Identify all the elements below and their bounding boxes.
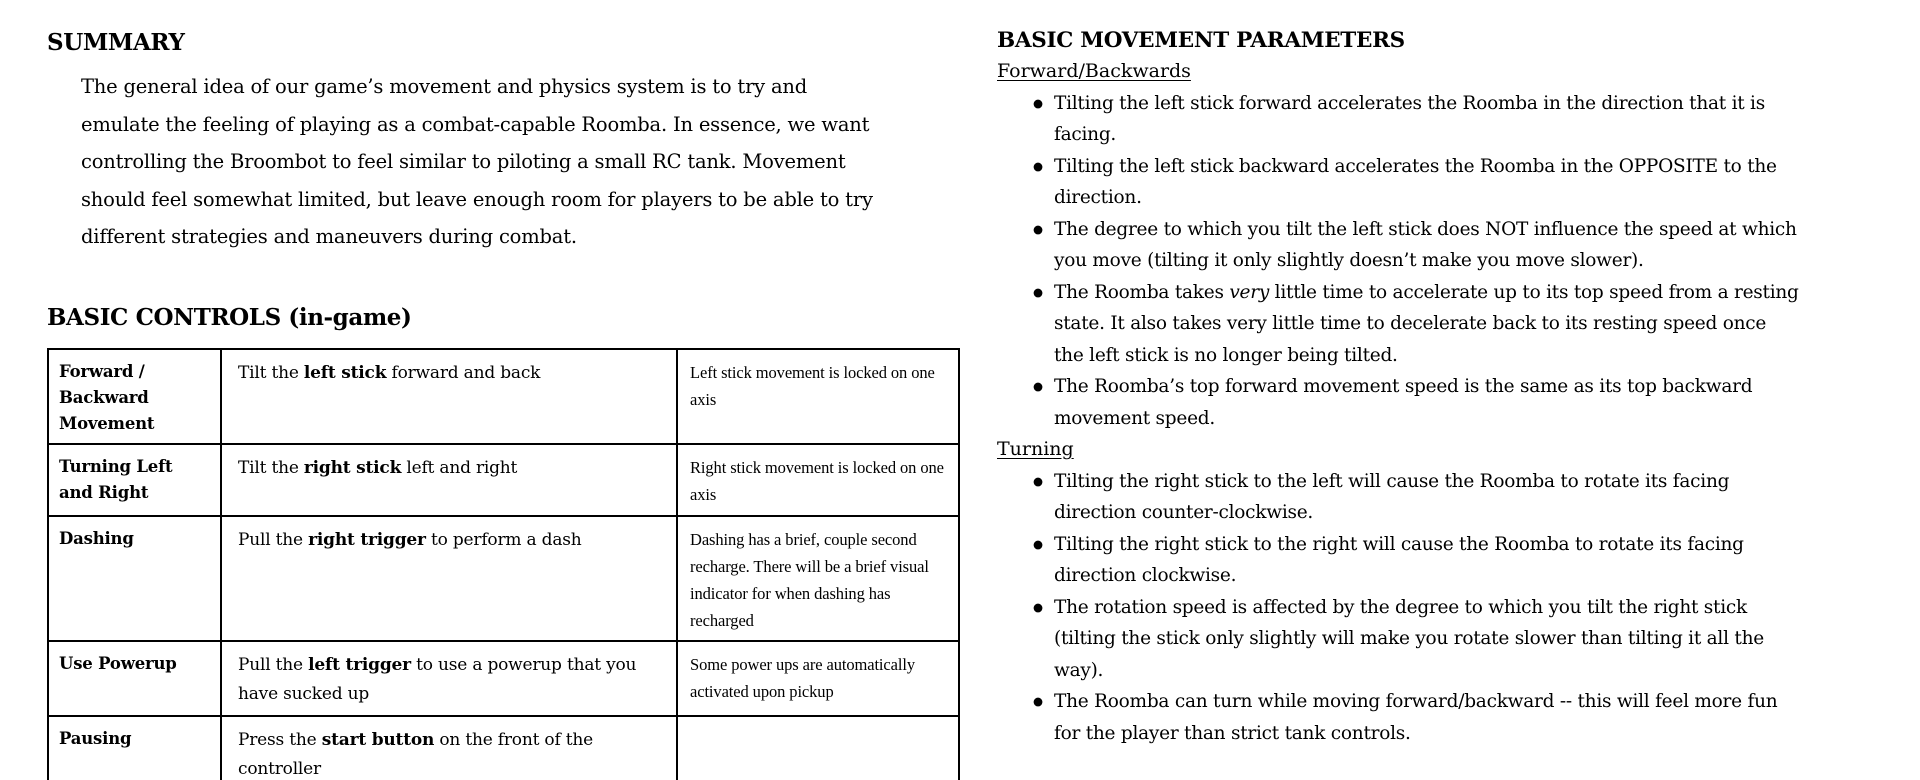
bullet-item: [997, 371, 1799, 434]
movement-subheading: Forward/Backwards: [997, 60, 1191, 82]
movement-parameters-sections: [997, 56, 1847, 749]
table-row: [48, 349, 959, 444]
action-cell: Use Powerup: [48, 641, 221, 716]
input-text-pre: Tilt the: [238, 362, 304, 383]
table-row: [48, 641, 959, 716]
bullet-icon: ●: [1033, 158, 1043, 173]
table-row: [48, 716, 959, 780]
notes-cell: Right stick movement is locked on one axis: [677, 444, 959, 516]
bullet-list: [997, 88, 1844, 435]
bullet-icon: ●: [1033, 599, 1043, 614]
bullet-text-italic: very: [1229, 281, 1270, 303]
input-cell: [221, 516, 677, 641]
bullet-text: Tilting the right stick to the left will cause the Roomba to rotate its facing direction counter-clockwise.: [1054, 470, 1730, 523]
bullet-icon: ●: [1033, 694, 1043, 708]
input-text-pre: Pull the: [238, 654, 309, 675]
bullet-icon: ●: [1033, 536, 1043, 551]
action-cell: Dashing: [48, 516, 221, 641]
bullet-text-pre: The Roomba takes: [1054, 281, 1230, 303]
bullet-item: [997, 88, 1799, 151]
bullet-text: Tilting the right stick to the right will cause the Roomba to rotate its facing direction clockwise.: [1054, 533, 1744, 586]
bullet-item: [997, 466, 1799, 529]
bullet-item: [997, 529, 1799, 592]
bullet-icon: ●: [1033, 95, 1043, 110]
bullet-text: The degree to which you tilt the left stick does NOT influence the speed at which you move (tilting it only slightly doesn’t make you move slower).: [1054, 218, 1797, 271]
action-cell: Pausing: [48, 716, 221, 780]
bullet-text: The Roomba’s top forward movement speed is the same as its top backward movement speed.: [1054, 376, 1753, 429]
bullet-item: [997, 277, 1799, 372]
bullet-icon: ●: [1033, 284, 1043, 299]
input-text-pre: Tilt the: [238, 457, 304, 478]
summary-paragraph: The general idea of our game’s movement and physics system is to try and emulate the feeling of playing as a combat-capable Roomba. In essence, we want controlling the Broombot to feel similar to piloting a small RC tank. Movement should feel somewhat limited, but leave enough room for players to be able to try different strategies and maneuvers during combat.: [81, 75, 873, 248]
input-key-bold: start button: [321, 729, 435, 750]
notes-cell: Some power ups are automatically activated upon pickup: [677, 641, 959, 716]
input-text-post: left and right: [401, 457, 518, 478]
input-cell: [221, 444, 677, 516]
right-column: [997, 25, 1847, 749]
notes-cell: Dashing has a brief, couple second recharge. There will be a brief visual indicator for when dashing has recharged: [677, 516, 959, 641]
input-text-post: to perform a dash: [425, 529, 582, 550]
bullet-list: [997, 466, 1844, 750]
input-key-bold: left stick: [303, 362, 387, 383]
bullet-icon: ●: [1033, 473, 1043, 488]
bullet-text: The rotation speed is affected by the degree to which you tilt the right stick (tilting the stick only slightly will make you rotate slower than tilting it all the way).: [1054, 596, 1764, 681]
input-cell: [221, 349, 677, 444]
input-text-pre: Press the: [238, 729, 322, 750]
input-cell: [221, 641, 677, 716]
bullet-item: [997, 592, 1799, 687]
input-text-post: forward and back: [386, 362, 541, 383]
bullet-icon: ●: [1033, 221, 1043, 236]
input-key-bold: right trigger: [308, 529, 426, 550]
left-column: [47, 28, 977, 780]
movement-subheading: Turning: [997, 438, 1074, 460]
bullet-icon: ●: [1033, 379, 1043, 393]
summary-heading: SUMMARY: [47, 29, 185, 56]
input-text-pre: Pull the: [238, 529, 309, 550]
table-row: [48, 516, 959, 641]
bullet-text: Tilting the left stick backward accelerates the Roomba in the OPPOSITE to the direction.: [1054, 155, 1777, 208]
bullet-item: [997, 214, 1799, 277]
basic-controls-heading: BASIC CONTROLS (in-game): [47, 303, 412, 331]
input-key-bold: left trigger: [308, 654, 411, 675]
notes-cell: [677, 716, 959, 780]
bullet-text: Tilting the left stick forward accelerates the Roomba in the direction that it is facing.: [1054, 92, 1765, 145]
bullet-text: The Roomba can turn while moving forward/backward -- this will feel more fun for the player than strict tank controls.: [1054, 691, 1778, 744]
notes-cell: Left stick movement is locked on one axis: [677, 349, 959, 444]
input-cell: [221, 716, 677, 780]
action-cell: Turning Left and Right: [48, 444, 221, 516]
bullet-item: [997, 151, 1799, 214]
action-cell: Forward / Backward Movement: [48, 349, 221, 444]
bullet-item: [997, 686, 1799, 749]
input-text-post: to use a powerup that you have sucked up: [238, 654, 637, 704]
table-row: [48, 444, 959, 516]
input-text-post: on the front of the controller: [238, 729, 594, 779]
movement-parameters-heading: BASIC MOVEMENT PARAMETERS: [997, 28, 1405, 53]
basic-controls-table: [47, 348, 960, 780]
input-key-bold: right stick: [303, 457, 402, 478]
bullet-text-post: little time to accelerate up to its top speed from a resting state. It also takes very little time to decelerate back to its resting speed once the left stick is no longer being tilted.: [1054, 281, 1799, 366]
